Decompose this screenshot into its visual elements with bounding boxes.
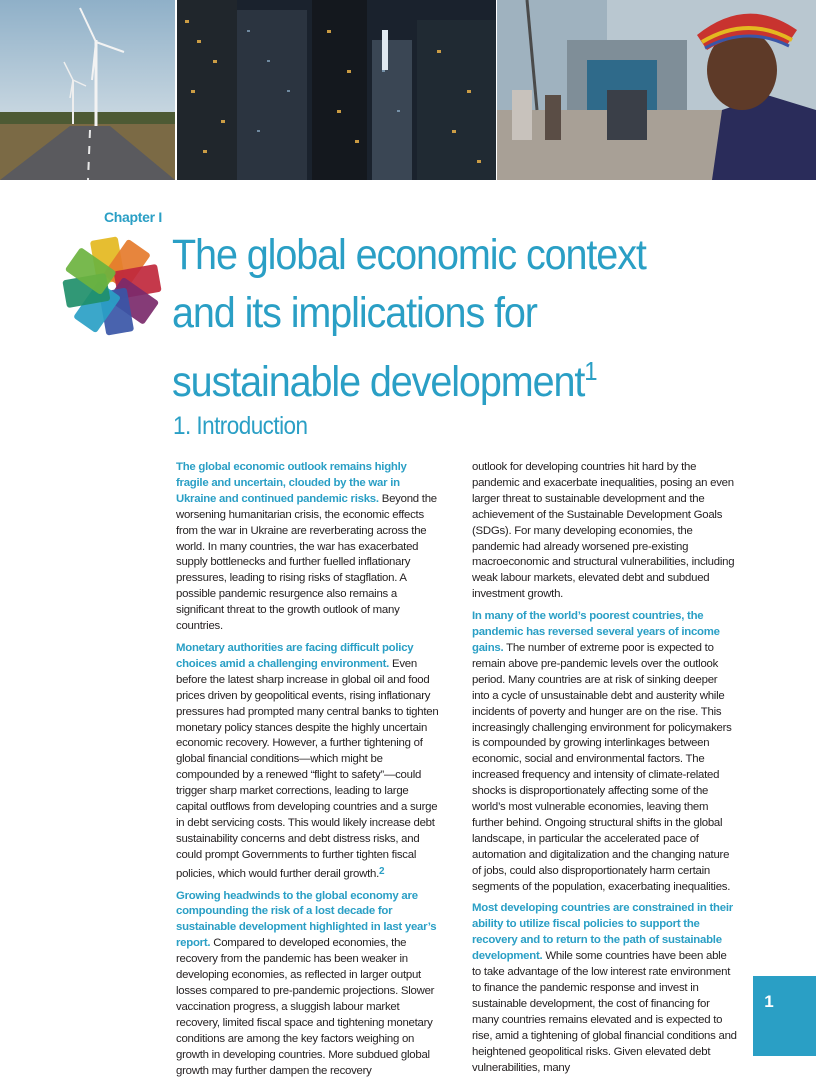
paragraph-lead: The global economic outlook remains highly fragile and uncertain, clouded by the war in Ukraine and continued pandemic risks. (176, 461, 407, 505)
paragraph-lead: Growing headwinds to the global economy are compounding the risk of a lost decade for sustainable development highlighted in last year’s report. (176, 889, 437, 950)
wind-turbines-road-photo (0, 0, 175, 180)
page-number: 1 (764, 992, 774, 1011)
page-number-tab (753, 976, 816, 1056)
chapter-title-text: The global economic context and its implications for sustainable development (172, 231, 646, 406)
paragraph-body: While some countries have been able to take advantage of the low interest rate environment to finance the pandemic response and invest in sustainable development, the cost of financing for many countries remains elevated and is expected to rise, amid a tightening of global financial conditions and heightened geopolitical risks. Given elevated debt vulnerabilities, many (472, 950, 737, 1074)
paragraph-body: Beyond the worsening humanitarian crisis, the economic effects from the war in Ukraine are reverberating across the world. In many countries, the war has exacerbated supply bottlenecks and further fuelled inflationary pressures, leading to rising risks of stagflation. A possible pandemic resurgence also remains a significant threat to the growth outlook of many countries. (176, 492, 437, 633)
chapter-title (172, 226, 650, 411)
paragraph-body: outlook for developing countries hit hard by the pandemic and exacerbate inequalities, posing an even larger threat to sustainable development and the achievement of the Sustainable Development Goals (SDGs). For many developing economies, the pandemic had already worsened pre-existing macroeconomic and structural vulnerabilities, including weak labour markets, elevated debt and subdued investment growth. (472, 461, 735, 601)
market-worker-photo (497, 0, 816, 180)
chapter-label: Chapter I (104, 209, 162, 225)
paragraph (176, 460, 441, 635)
paragraph-lead: In many of the world’s poorest countries, the pandemic has reversed several years of income gains. (472, 610, 720, 654)
header-photo-banner (0, 0, 816, 180)
paragraph (472, 901, 737, 1076)
paragraph-lead: Monetary authorities are facing difficult policy choices amid a challenging environment. (176, 641, 414, 670)
text-column-left (176, 460, 441, 1085)
paragraph-body: Even before the latest sharp increase in global oil and food prices driven by geopolitical events, rising inflationary pressures had prompted many central banks to tighten monetary policy stances despite the highly uncertain economic recovery. However, a further tightening of global financial conditions—which might be compounded by a renewed “flight to safety”—could trigger sharp market corrections, leading to large capital outflows from developing countries and a surge in debt servicing costs. This would likely increase debt sustainability concerns and debt distress risks, and could prompt Governments to further tighten fiscal policies, which would further derail growth. (176, 657, 439, 880)
paragraph (176, 889, 441, 1080)
title-footnote-marker: 1 (584, 356, 597, 386)
section-heading: 1. Introduction (173, 412, 308, 440)
city-skyline-night-photo (177, 0, 496, 180)
paragraph-lead: Most developing countries are constrained in their ability to utilize fiscal policies to support the recovery and to return to the path of sustainable development. (472, 902, 733, 963)
paragraph-body: Compared to developed economies, the recovery from the pandemic has been weaker in developing economies, as reflected in larger output losses compared to pre-pandemic projections. Slower vaccination progress, a sluggish labour market recovery, limited fiscal space and tightening monetary conditions are among the key factors weighing on growth in developing countries. More subdued global growth may further dampen the recovery (176, 937, 435, 1077)
footnote-marker[interactable]: 2 (379, 865, 385, 877)
paragraph-body: The number of extreme poor is expected to remain above pre-pandemic levels over the outlook period. Many countries are at risk of sinking deeper into a cycle of unsustainable debt and austerity while incidents of poverty and hunger are on the rise. This increasingly challenging environment for policymakers is compounded by growing interlinkages between economic, social and environmental factors. The increased frequency and intensity of climate-related shocks is disproportionately affecting some of the world’s most vulnerable economies, leaving them further behind. Ongoing structural shifts in the global landscape, in particular the accelerated pace of automation and digitalization and the changing nature of jobs, could also disproportionately harm certain segments of the population, exacerbating inequalities. (472, 641, 732, 893)
paragraph (176, 641, 441, 883)
text-column-right (472, 460, 737, 1082)
paragraph (472, 609, 737, 895)
sdg-color-wheel-icon (62, 236, 162, 336)
paragraph (472, 460, 737, 603)
